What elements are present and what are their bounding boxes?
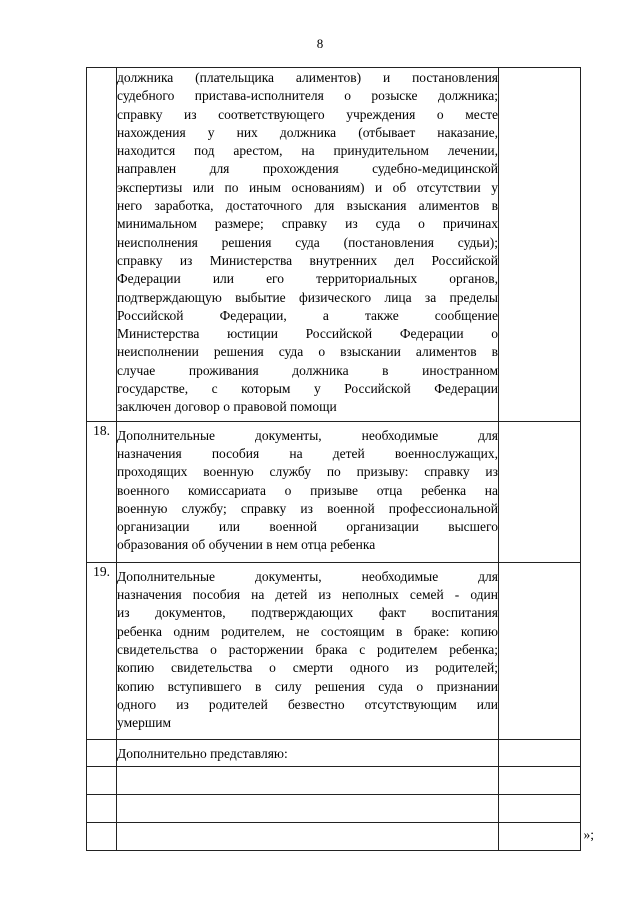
text-line: из документов, подтверждающих факт воспитания (117, 605, 498, 621)
text-line: судебного пристава-исполнителя о розыске должника; (117, 88, 498, 104)
documents-table (86, 67, 581, 851)
text-line: минимальном размере; справку из суда о причинах (117, 216, 498, 232)
row-text (117, 421, 499, 562)
page-number: 8 (316, 36, 324, 51)
text-line: умершим (117, 715, 172, 731)
text-line: назначения пособия на детей военнослужащих, (117, 445, 498, 461)
text-line: военную службу; справку из военной профессиональной (117, 500, 498, 516)
text-line: неисполнении решения суда о взыскании алиментов в (117, 344, 498, 360)
text-line: проходящих военную службу по призыву: справку из (117, 464, 498, 480)
text-line: случае проживания должника в иностранном (117, 362, 498, 378)
blank-cell[interactable] (117, 766, 499, 794)
blank-row (87, 822, 581, 850)
blank-cell (87, 766, 117, 794)
table-row (87, 421, 581, 562)
documents-table-body (87, 68, 581, 851)
text-line: Министерства юстиции Российской Федерации о (117, 326, 498, 342)
text-line: него заработка, достаточного для взыскания алиментов в (117, 198, 498, 214)
row-number (87, 68, 117, 422)
text-line: Федерации или его территориальных органов, (117, 271, 498, 287)
text-line: подтверждающую выбытие физического лица за пределы (117, 289, 498, 305)
closing-quote-mark: »; (583, 827, 594, 842)
text-line: организации или военной организации высшего (117, 519, 498, 535)
blank-cell[interactable] (117, 794, 499, 822)
text-line: находится под арестом, на принудительном лечении, (117, 143, 498, 159)
mark-cell (499, 68, 581, 422)
mark-cell (499, 421, 581, 562)
text-line: одного из родителей безвестно отсутствующим или (117, 696, 498, 712)
text-line: Дополнительные документы, необходимые для (117, 427, 498, 443)
text-line: государстве, с которым у Российской Федерации (117, 381, 498, 397)
text-line: заключен договор о правовой помощи (117, 399, 337, 415)
text-line: должника (плательщика алиментов) и постановления (117, 70, 498, 85)
text-line: копию свидетельства о смерти одного из родителей; (117, 660, 498, 676)
mark-cell (499, 562, 581, 740)
text-line: назначения пособия на детей из неполных семей - один (117, 587, 498, 603)
row-number: 19. (87, 562, 117, 740)
text-line: справку из соответствующего учреждения о месте (117, 106, 498, 122)
mark-cell (499, 740, 581, 766)
table-row (87, 68, 581, 422)
row-number (87, 740, 117, 766)
text-line: Дополнительные документы, необходимые для (117, 568, 498, 584)
text-line: ребенка одним родителем, не состоящим в браке: копию (117, 623, 498, 639)
blank-cell (87, 822, 117, 850)
blank-cell (499, 794, 581, 822)
row-number: 18. (87, 421, 117, 562)
blank-row (87, 766, 581, 794)
text-line: нахождения у них должника (отбывает наказание, (117, 124, 498, 140)
blank-row (87, 794, 581, 822)
table-row (87, 740, 581, 766)
text-line: справку из Министерства внутренних дел Российской (117, 252, 498, 268)
text-line: направлен для прохождения судебно-медицинской (117, 161, 498, 177)
blank-cell (499, 766, 581, 794)
text-line: неисполнения решения суда (постановления судьи); (117, 234, 498, 250)
blank-cell (87, 794, 117, 822)
table-row (87, 562, 581, 740)
blank-cell[interactable] (117, 822, 499, 850)
text-line: копию вступившего в силу решения суда о признании (117, 678, 498, 694)
blank-cell (499, 822, 581, 850)
text-line: Дополнительно представляю: (117, 746, 288, 762)
text-line: свидетельства о расторжении брака с родителем ребенка; (117, 641, 498, 657)
text-line: экспертизы или по иным основаниям) и об отсутствии у (117, 179, 498, 195)
row-text (117, 740, 499, 766)
text-line: военного комиссариата о призыве отца ребенка на (117, 482, 498, 498)
text-line: Российской Федерации, а также сообщение (117, 307, 498, 323)
row-text (117, 562, 499, 740)
row-text (117, 68, 499, 422)
text-line: образования об обучении в нем отца ребенка (117, 537, 376, 553)
